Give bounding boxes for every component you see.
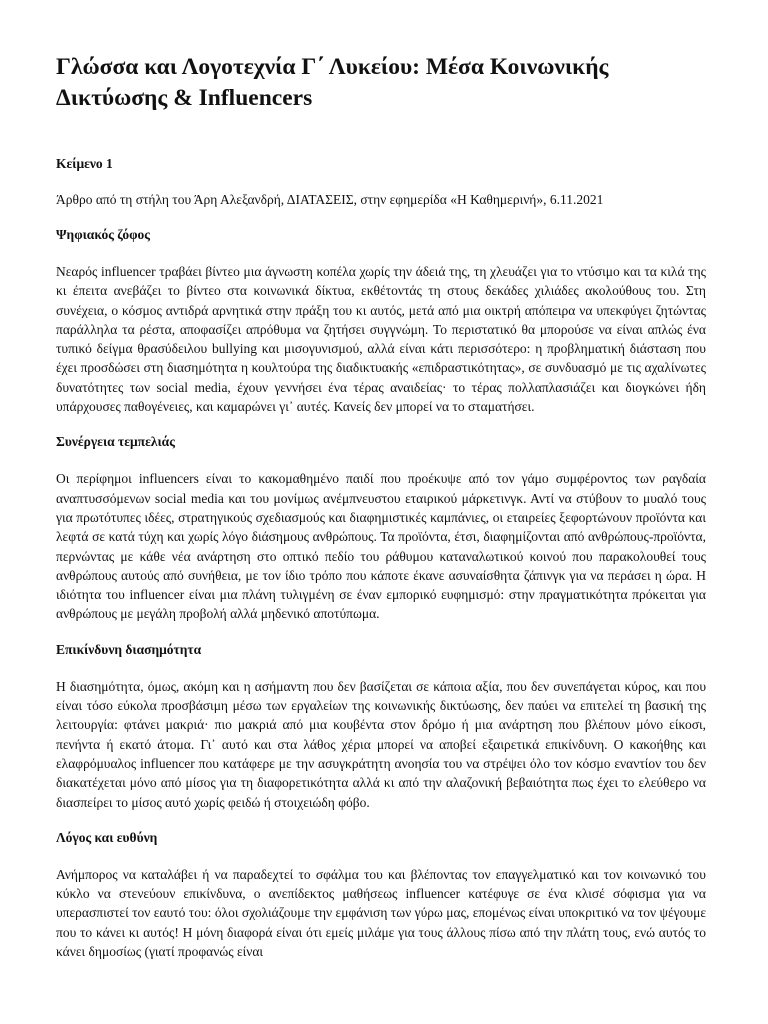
section-heading-3: Επικίνδυνη διασημότητα <box>56 641 202 657</box>
article-source: Άρθρο από τη στήλη του Άρη Αλεξανδρή, ΔΙΑΤΑΣΕΙΣ, στην εφημερίδα «Η Καθημερινή», 6.11.2021 <box>56 192 604 207</box>
section-paragraph-3: Η διασημότητα, όμως, ακόμη και η ασήμαντη που δεν βασίζεται σε κάποια αξία, που δεν συνεπάγεται κύρος, και που είναι τόσο εύκολα προσβάσιμη μέσω των εργαλείων της κοινωνικής δικτύωσης, δεν παύει να επιτελεί τη βασική της λειτουργία: φτάνει μακριά· πιο μακριά από μια κουβέντα στον δρόμο ή μια ανάρτηση που βλέπουν μόνο είκοσι, πενήντα ή εκατό άτομα. Γι᾽ αυτό και στα λάθος χέρια μπορεί να αποβεί εξαιρετικά επικίνδυνη. Ο κακοήθης και ελαφρόμυαλος influencer που κατάφερε με την ασυγκράτητη ανοησία του να στρέψει όλο τον κόσμο εναντίον του δεν διακατέχεται μόνο από μίσος για τη διαφορετικότητα αλλά κι από την αλαζονική βεβαιότητα πως έχει το ελεύθερο να διασπείρει το μίσος αυτό χωρίς φειδώ ή στοιχειώδη φόβο. <box>56 678 706 810</box>
section-paragraph-1: Νεαρός influencer τραβάει βίντεο μια άγνωστη κοπέλα χωρίς την άδειά της, τη χλευάζει για το ντύσιμο και τα κιλά της κι έπειτα ανεβάζει το βίντεο στα κοινωνικά δίκτυα, εκθέτοντάς τη στους δεκάδες χιλιάδες ακολούθους του. Στη συνέχεια, ο κόσμος αντιδρά αρνητικά στην πράξη του κι αυτός, μετά από μια οικτρή απόπειρα να υπεκφύγει ζητώντας παράλληλα τα ρέστα, αποφασίζει απρόθυμα να ζητήσει συγγνώμη. Το περιστατικό θα μπορούσε να είναι απλώς ένα τυπικό δείγμα θρασύδειλου bullying και μισογυνισμού, αλλά είναι κάτι περισσότερο: η προβληματική διάσταση που έχει προσδώσει στη διασημότητα η κουλτούρα της διαδικτυακής «επιδραστικότητας», σε συνδυασμό με τις αχαλίνωτες δυνατότητες των social media, έχουν γεννήσει ένα τέρας αναιδείας· το τέρας πολλαπλασιάζει και διογκώνει ήδη υπάρχουσες παθογένειες, και καμαρώνει γι᾽ αυτές. Κανείς δεν μπορεί να το σταματήσει. <box>56 264 706 415</box>
section-heading-4: Λόγος και ευθύνη <box>56 829 158 845</box>
section-heading-1: Ψηφιακός ζόφος <box>56 227 150 242</box>
text-label: Κείμενο 1 <box>56 156 113 171</box>
section-heading-2: Συνέργεια τεμπελιάς <box>56 434 175 450</box>
section-paragraph-4: Ανήμπορος να καταλάβει ή να παραδεχτεί το σφάλμα του και βλέποντας τον επαγγελματικό και τον κοινωνικό του κύκλο να στενεύουν επικίνδυνα, ο ανεπίδεκτος μαθήσεως influencer κατέφυγε σε ένα κλισέ σόφισμα για να υπερασπιστεί τον εαυτό του: όλοι σχολιάζουμε την εμφάνιση των γύρω μας, επομένως είναι υποκριτικό να τον ψέγουμε που το κάνει κι αυτός! Η μόνη διαφορά είναι ότι εμείς μιλάμε για τους άλλους πίσω από την πλάτη τους, ενώ αυτός το κάνει δημοσίως (γιατί προφανώς είναι <box>56 866 706 960</box>
document-title: Γλώσσα και Λογοτεχνία Γ΄ Λυκείου: Μέσα Κοινωνικής Δικτύωσης & Influencers <box>56 54 609 111</box>
section-paragraph-2: Οι περίφημοι influencers είναι το κακομαθημένο παιδί που προέκυψε από τον γάμο συμφέροντος των ραγδαία αναπτυσσόμενων social media και του μονίμως ανέμπνευστου εταιρικού μάρκετινγκ. Αντί να στύβουν το μυαλό τους για πρωτότυπες ιδέες, στρατηγικούς σχεδιασμούς και διαφημιστικές καμπάνιες, οι εταιρείες ξεφορτώνουν προϊόντα και λεφτά σε κατά τύχη και χωρίς λόγο διάσημους ανθρώπους. Τα προϊόντα, έτσι, διαφημίζονται από ανθρώπους-προϊόντα, περνώντας με κάθε νέα ανάρτηση στο οπτικό πεδίο του ράθυμου καταναλωτικού κοινού που παρακολουθεί τους ανθρώπους αυτούς από συνήθεια, με τον ίδιο τρόπο που κάποτε έκανε ασυναίσθητα ζάπινγκ για να περάσει η ώρα. Η ιδιότητα του influencer είναι μια πλάνη τυλιγμένη σε έναν εμπορικό ευφημισμό: στην πραγματικότητα πρόκειται για ανθρώπους με μεγάλη προβολή αλλά μηδενικό αποτύπωμα. <box>56 471 706 622</box>
document-page <box>56 52 706 978</box>
